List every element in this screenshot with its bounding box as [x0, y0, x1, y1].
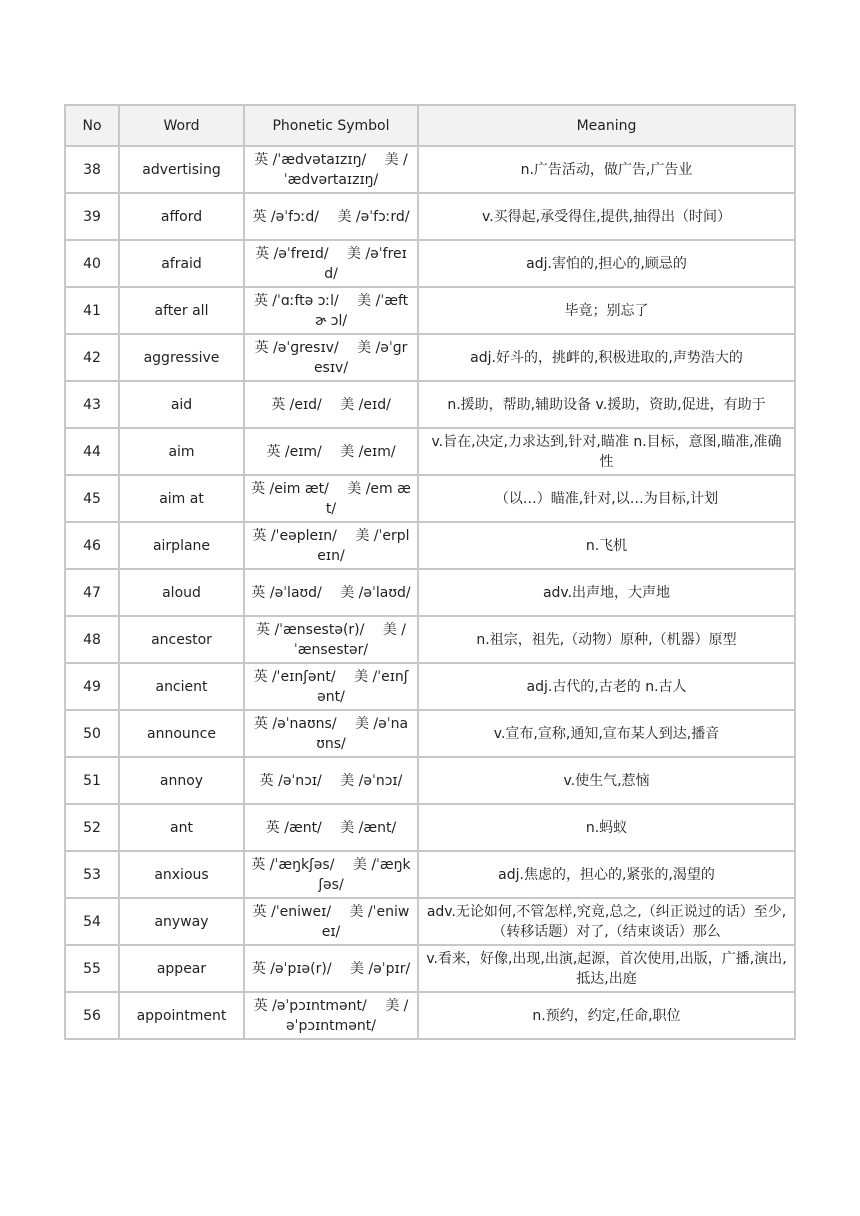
cell-no: 38: [65, 146, 119, 193]
cell-meaning: n.飞机: [418, 522, 795, 569]
cell-meaning: n.蚂蚁: [418, 804, 795, 851]
cell-no: 39: [65, 193, 119, 240]
cell-no: 47: [65, 569, 119, 616]
cell-no: 41: [65, 287, 119, 334]
header-no: No: [65, 105, 119, 146]
cell-no: 49: [65, 663, 119, 710]
cell-no: 46: [65, 522, 119, 569]
table-row: [65, 146, 795, 193]
cell-no: 51: [65, 757, 119, 804]
cell-meaning: adj.古代的,古老的 n.古人: [418, 663, 795, 710]
cell-meaning: （以…）瞄准,针对,以…为目标,计划: [418, 475, 795, 522]
cell-phonetic: 英 /eɪd/ 美 /eɪd/: [244, 381, 418, 428]
cell-meaning: adj.害怕的,担心的,顾忌的: [418, 240, 795, 287]
table-row: [65, 428, 795, 475]
table-header: [65, 105, 795, 146]
cell-word: after all: [119, 287, 244, 334]
cell-word: announce: [119, 710, 244, 757]
table-row: [65, 992, 795, 1039]
cell-word: anxious: [119, 851, 244, 898]
table-row: [65, 898, 795, 945]
header-phonetic: Phonetic Symbol: [244, 105, 418, 146]
cell-phonetic: 英 /eim æt/ 美 /em æt/: [244, 475, 418, 522]
cell-meaning: 毕竟；别忘了: [418, 287, 795, 334]
cell-word: afraid: [119, 240, 244, 287]
table-row: [65, 616, 795, 663]
cell-phonetic: 英 /ˈɑːftə ɔːl/ 美 /ˈæftɚ ɔl/: [244, 287, 418, 334]
cell-word: ancient: [119, 663, 244, 710]
cell-word: airplane: [119, 522, 244, 569]
cell-word: aid: [119, 381, 244, 428]
cell-no: 53: [65, 851, 119, 898]
cell-meaning: v.看来，好像,出现,出演,起源，首次使用,出版，广播,演出,抵达,出庭: [418, 945, 795, 992]
cell-meaning: v.宣布,宣称,通知,宣布某人到达,播音: [418, 710, 795, 757]
cell-word: aim: [119, 428, 244, 475]
header-row: [65, 105, 795, 146]
cell-phonetic: 英 /ˈeniweɪ/ 美 /ˈeniweɪ/: [244, 898, 418, 945]
table-row: [65, 663, 795, 710]
table-row: [65, 569, 795, 616]
cell-phonetic: 英 /əˈnaʊns/ 美 /əˈnaʊns/: [244, 710, 418, 757]
table-row: [65, 475, 795, 522]
cell-phonetic: 英 /ˈænsestə(r)/ 美 /ˈænsestər/: [244, 616, 418, 663]
cell-no: 48: [65, 616, 119, 663]
cell-phonetic: 英 /ˈæŋkʃəs/ 美 /ˈæŋkʃəs/: [244, 851, 418, 898]
table-row: [65, 522, 795, 569]
cell-meaning: n.援助，帮助,辅助设备 v.援助，资助,促进，有助于: [418, 381, 795, 428]
cell-no: 43: [65, 381, 119, 428]
header-word: Word: [119, 105, 244, 146]
cell-phonetic: 英 /əˈfɔːd/ 美 /əˈfɔːrd/: [244, 193, 418, 240]
cell-word: aggressive: [119, 334, 244, 381]
cell-meaning: v.使生气,惹恼: [418, 757, 795, 804]
cell-word: afford: [119, 193, 244, 240]
cell-meaning: n.预约，约定,任命,职位: [418, 992, 795, 1039]
cell-word: aloud: [119, 569, 244, 616]
cell-phonetic: 英 /əˈfreɪd/ 美 /əˈfreɪd/: [244, 240, 418, 287]
table-row: [65, 804, 795, 851]
cell-no: 50: [65, 710, 119, 757]
cell-phonetic: 英 /ˈeəpleɪn/ 美 /ˈerpleɪn/: [244, 522, 418, 569]
cell-meaning: adj.焦虑的，担心的,紧张的,渴望的: [418, 851, 795, 898]
table-row: [65, 381, 795, 428]
cell-meaning: v.买得起,承受得住,提供,抽得出（时间）: [418, 193, 795, 240]
cell-phonetic: 英 /ˈeɪnʃənt/ 美 /ˈeɪnʃənt/: [244, 663, 418, 710]
cell-word: anyway: [119, 898, 244, 945]
cell-no: 42: [65, 334, 119, 381]
table-row: [65, 287, 795, 334]
cell-phonetic: 英 /ˈædvətaɪzɪŋ/ 美 /ˈædvərtaɪzɪŋ/: [244, 146, 418, 193]
cell-no: 56: [65, 992, 119, 1039]
table-row: [65, 240, 795, 287]
cell-meaning: n.祖宗，祖先,（动物）原种,（机器）原型: [418, 616, 795, 663]
header-meaning: Meaning: [418, 105, 795, 146]
cell-no: 44: [65, 428, 119, 475]
cell-word: appointment: [119, 992, 244, 1039]
cell-word: ant: [119, 804, 244, 851]
cell-word: ancestor: [119, 616, 244, 663]
cell-phonetic: 英 /eɪm/ 美 /eɪm/: [244, 428, 418, 475]
cell-word: advertising: [119, 146, 244, 193]
cell-meaning: adv.出声地，大声地: [418, 569, 795, 616]
cell-word: annoy: [119, 757, 244, 804]
vocabulary-table: [64, 104, 796, 1040]
cell-no: 54: [65, 898, 119, 945]
cell-phonetic: 英 /əˈpɔɪntmənt/ 美 /əˈpɔɪntmənt/: [244, 992, 418, 1039]
cell-no: 40: [65, 240, 119, 287]
cell-phonetic: 英 /əˈpɪə(r)/ 美 /əˈpɪr/: [244, 945, 418, 992]
cell-word: appear: [119, 945, 244, 992]
cell-phonetic: 英 /əˈlaʊd/ 美 /əˈlaʊd/: [244, 569, 418, 616]
cell-no: 55: [65, 945, 119, 992]
table-row: [65, 710, 795, 757]
table-row: [65, 945, 795, 992]
cell-phonetic: 英 /əˈnɔɪ/ 美 /əˈnɔɪ/: [244, 757, 418, 804]
table-row: [65, 757, 795, 804]
cell-meaning: v.旨在,决定,力求达到,针对,瞄准 n.目标，意图,瞄准,准确性: [418, 428, 795, 475]
cell-no: 45: [65, 475, 119, 522]
table-row: [65, 851, 795, 898]
cell-phonetic: 英 /əˈɡresɪv/ 美 /əˈɡresɪv/: [244, 334, 418, 381]
table-body: [65, 146, 795, 1039]
cell-phonetic: 英 /ænt/ 美 /ænt/: [244, 804, 418, 851]
cell-meaning: adj.好斗的，挑衅的,积极进取的,声势浩大的: [418, 334, 795, 381]
cell-word: aim at: [119, 475, 244, 522]
cell-no: 52: [65, 804, 119, 851]
cell-meaning: n.广告活动，做广告,广告业: [418, 146, 795, 193]
table-row: [65, 193, 795, 240]
table-row: [65, 334, 795, 381]
cell-meaning: adv.无论如何,不管怎样,究竟,总之,（纠正说过的话）至少,（转移话题）对了,（结束谈话）那么: [418, 898, 795, 945]
